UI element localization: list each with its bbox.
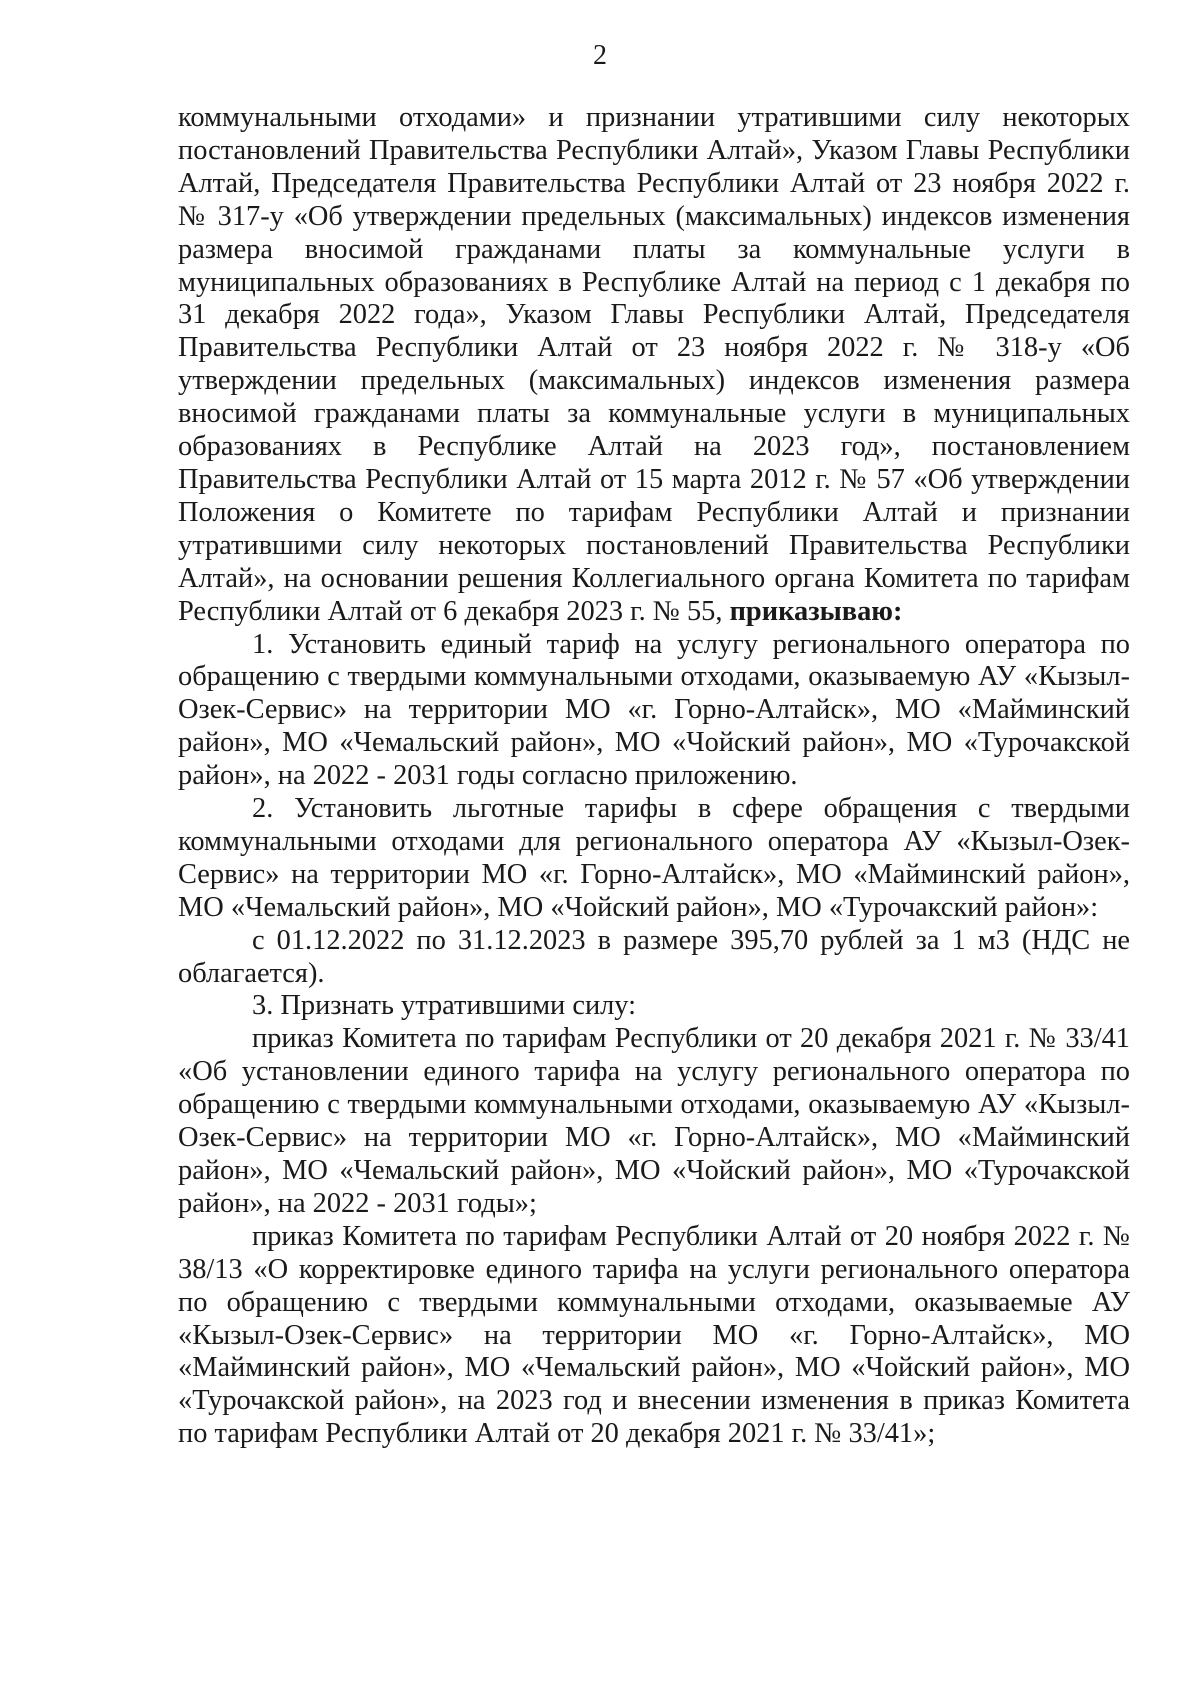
preamble-text: коммунальными отходами» и признании утратившими силу некоторых постановлений Правительства Республики Алтай», Указом Главы Республики Алтай, Председателя Правительства Республики Алтай от 23 ноября 2022 г. № 317-у «Об утверждении предельных (максимальных) индексов изменения размера вносимой гражданами платы за коммунальные услуги в муниципальных образованиях в Республике Алтай на период с 1 декабря по 31 декабря 2022 года», Указом Главы Республики Алтай, Председателя Правительства Республики Алтай от 23 ноября 2022 г. № 318-у «Об утверждении предельных (максимальных) индексов изменения размера вносимой гражданами платы за коммунальные услуги в муниципальных образованиях в Республике Алтай на 2023 год», постановлением Правительства Республики Алтай от 15 марта 2012 г. № 57 «Об утверждении Положения о Комитете по тарифам Республики Алтай и признании утратившими силу некоторых постановлений Правительства Республики Алтай», на основании решения Коллегиального органа Комитета по тарифам Республики Алтай от 6 декабря 2023 г. № 55, bbox=[178, 102, 1130, 627]
item-2-paragraph: 2. Установить льготные тарифы в сфере обращения с твердыми коммунальными отходами для регионального оператора АУ «Кызыл-Озек-Сервис» на территории МО «г. Горно-Алтайск», МО «Майминский район», МО «Чемальский район», МО «Чойский район», МО «Турочакский район»: bbox=[178, 793, 1130, 923]
order-word: приказываю: bbox=[729, 595, 903, 627]
item-3-order-1-paragraph: приказ Комитета по тарифам Республики от 20 декабря 2021 г. № 33/41 «Об установлении единого тарифа на услугу регионального оператора по обращению с твердыми коммунальными отходами, оказываемую АУ «Кызыл-Озек-Сервис» на территории МО «г. Горно-Алтайск», МО «Майминский район», МО «Чемальский район», МО «Чойский район», МО «Турочакской район», на 2022 - 2031 годы»; bbox=[178, 1023, 1130, 1219]
item-3-order-2-paragraph: приказ Комитета по тарифам Республики Алтай от 20 ноября 2022 г. № 38/13 «О корректировке единого тарифа на услуги регионального оператора по обращению с твердыми коммунальными отходами, оказываемые АУ «Кызыл-Озек-Сервис» на территории МО «г. Горно-Алтайск», МО «Майминский район», МО «Чемальский район», МО «Чойский район», МО «Турочакской район», на 2023 год и внесении изменения в приказ Комитета по тарифам Республики Алтай от 20 декабря 2021 г. № 33/41»; bbox=[178, 1220, 1130, 1450]
item-1-paragraph: 1. Установить единый тариф на услугу регионального оператора по обращению с твердыми коммунальными отходами, оказываемую АУ «Кызыл-Озек-Сервис» на территории МО «г. Горно-Алтайск», МО «Майминский район», МО «Чемальский район», МО «Чойский район», МО «Турочакской район», на 2022 - 2031 годы согласно приложению. bbox=[178, 628, 1130, 792]
preamble-paragraph bbox=[178, 102, 1130, 629]
document-body bbox=[178, 102, 1130, 1451]
item-2-rate-paragraph: с 01.12.2022 по 31.12.2023 в размере 395,70 рублей за 1 м3 (НДС не облагается). bbox=[178, 924, 1130, 989]
item-3-paragraph: 3. Признать утратившими силу: bbox=[252, 990, 637, 1022]
page-number: 2 bbox=[593, 40, 607, 71]
